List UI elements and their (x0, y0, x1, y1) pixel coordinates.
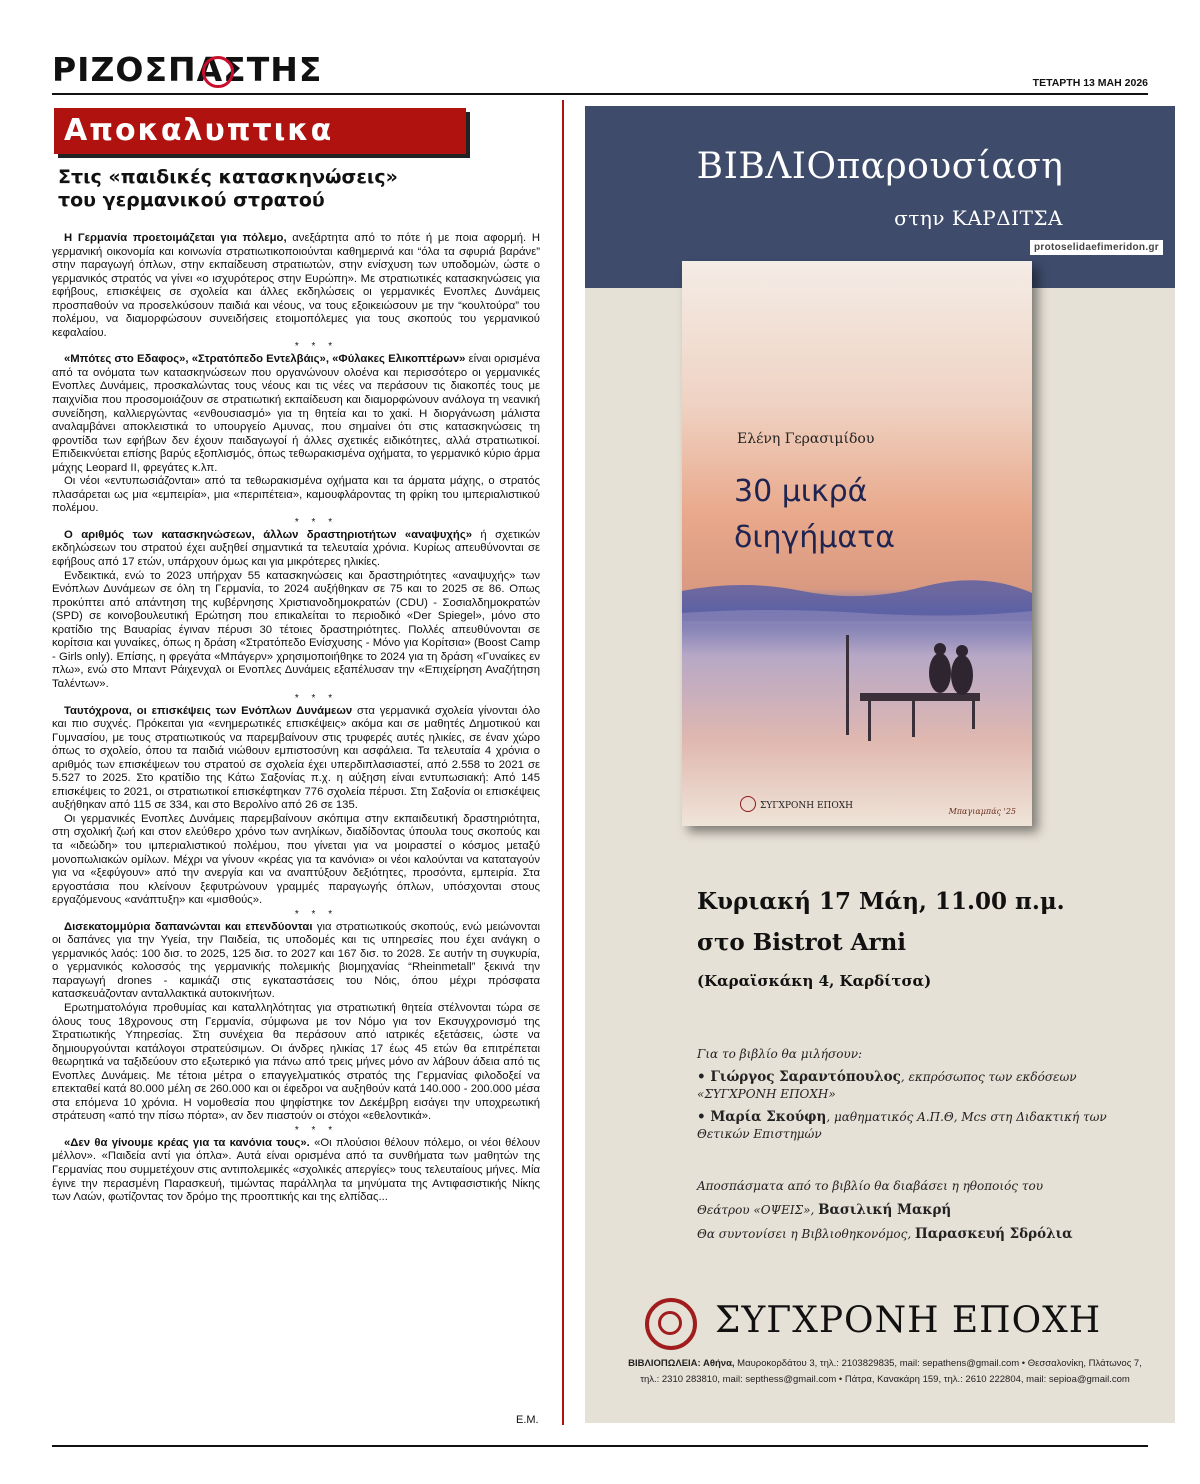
readers-text: Θεάτρου «ΟΨΕΙΣ», (697, 1203, 819, 1217)
shops-line: τηλ.: 2310 283810, mail: septhess@gmail.com • Πάτρα, Κανακάρη 159, τηλ.: 2610 222804, mail: sepioa@gmail.com (640, 1374, 1130, 1385)
paragraph-text: ή σχετικών εκδηλώσεων του στρατού έχει αυξηθεί σημαντικά τα τελευταία χρόνια. Κυρίως απευθύνονται σε εφήβους από 17 ετών, υπάρχουν όμως και για μικρότερες ηλικίες. (52, 528, 540, 569)
readers-text: Θα συντονίσει η Βιβλιοθηκονόμος, (697, 1227, 915, 1241)
author-signature: Ε.Μ. (516, 1414, 539, 1426)
bookshops-info (605, 1356, 1165, 1388)
paragraph (52, 705, 540, 813)
top-divider (52, 93, 1148, 95)
section-separator: * * * (294, 341, 338, 353)
speakers-intro: Για το βιβλίο θα μιλήσουν: (697, 1047, 863, 1061)
readers-line (697, 1198, 1137, 1222)
speaker-role: , μαθηματικός Α.Π.Θ, Mcs στη Διδακτική των Θετικών Επιστημών (697, 1110, 1107, 1141)
section-separator: * * * (294, 692, 338, 704)
book-title-line: διηγήματα (734, 520, 895, 555)
event-venue: στο Bistrot Arni (697, 929, 907, 956)
moderator-name: Παρασκευή Σδρόλια (914, 1226, 1073, 1242)
event-date: Κυριακή 17 Μάη, 11.00 π.μ. (697, 888, 1065, 915)
lead-text: «Δεν θα γίνουμε κρέας για τα κανόνια τους». (64, 1136, 310, 1149)
speaker-role: , εκπρόσωπος των εκδόσεων «ΣΥΓΧΡΟΝΗ ΕΠΟΧΗ» (697, 1070, 1077, 1101)
bottom-divider (52, 1445, 1148, 1447)
paragraph-text: για στρατιωτικούς σκοπούς, ενώ μειώνονται οι δαπάνες για την Υγεία, την Παιδεία, τις υποδομές και τις υπηρεσίες που έχει ανάγκη ο γερμανικός λαός: 100 δισ. το 2025, 125 δισ. το 2027 και 167 δισ. το 2028. Σε αυτήν τη συγκυρία, ο γερμανικός κολοσσός της γερμανικής πολεμικής βιομηχανίας “Rheinmetall” ξεκινά την παραγωγή drones - καμικάζι στις εγκαταστάσεις του Νόις, όπου μέχρι πρόσφατα κατασκευάζονταν ανταλλακτικά αυτοκινήτων. (52, 920, 540, 1001)
section-separator: * * * (294, 516, 338, 528)
publisher-emblem-icon (645, 1298, 697, 1350)
book-author: Ελένη Γερασιμίδου (737, 431, 875, 447)
shops-line (605, 1356, 1165, 1372)
paragraph (52, 232, 540, 340)
paragraph (52, 529, 540, 570)
source-watermark: protoselidaefimeridon.gr (1030, 240, 1163, 255)
speaker-name: • Μαρία Σκούφη (697, 1109, 827, 1125)
book-cover (682, 261, 1032, 826)
ad-location: στην ΚΑΡΔΙΤΣΑ (894, 206, 1063, 230)
ad-title: ΒΙΒΛΙΟπαρουσίαση (696, 146, 1064, 187)
paragraph: Οι γερμανικές Ενοπλες Δυνάμεις παρεμβαίνουν σκόπιμα στην εκπαιδευτική δραστηριότητα, στη σχολική ζωή και στον ελεύθερο χρόνο των ανηλίκων, διαδίδοντας ύπουλα τους σκοπούς και τα «ιδεώδη» του ιμπεριαλιστικού πολέμου, που γίνεται για να μοιραστεί ο κόσμος μεταξύ μονοπωλιακών ομίλων. Μέχρι να γίνουν «κρέας για τα κανόνια» οι νέοι καλούνται να καταταγούν για να «ξεφύγουν» από την ανεργία και να αναπτύξουν δεξιότητες, προσόντα, εμπειρία. Στα εργοστάσια που κλείνουν ξεφυτρώνουν γραμμές παραγωγής όπλων, υπόσχονται στους εργαζόμενους «ανάπτυξη» και «μισθούς». (52, 812, 540, 907)
speaker-name: • Γιώργος Σαραντόπουλος (697, 1069, 901, 1085)
masthead-logo (52, 50, 322, 89)
readers-line: Αποσπάσματα από το βιβλίο θα διαβάσει η ηθοποιός του (697, 1179, 1043, 1193)
paragraph-text: ανεξάρτητα από το πότε ή με ποια αφορμή. Η γερμανική οικονομία και κοινωνία στρατιωτικοποιούνται καθημερινά και “όλα τα σφυριά βαράνε” στην παραγωγή όπλων, στην εκπαίδευση στρατιωτών, στην ενίσχυση των υποδομών, ώστε ο γερμανικός στρατός να γίνει «ο ισχυρότερος στην Ευρώπη». Με στρατιωτικές κατασκηνώσεις για εφήβους, επισκέψεις σε σχολεία και άλλες εκδηλώσεις οι γερμανικές Ενοπλες Δυνάμεις προσπαθούν να προσελκύσουν παιδιά και νέους, να τους εξοικειώσουν με την “κουλτούρα” του πολέμου, να διαμορφώσουν συνειδήσεις ετοιμοπόλεμες για τους σκοπούς του γερμανικού κεφαλαίου. (52, 232, 541, 339)
newspaper-name: ΡΙΖΟΣΠΑΣΤΗΣ (52, 50, 323, 89)
paragraph (52, 921, 540, 1002)
paragraph-text: «Οι πλούσιοι θέλουν πόλεμο, οι νέοι θέλουν μέλλον». «Παιδεία αντί για όπλα». Αυτά είναι ορισμένα από τα συνθήματα των μαθητών της Γερμανίας που συμμετέχουν στις αντιπολεμικές «σχολικές απεργίες» τους τελευταίους μήνες. Μία έγινε την περασμένη Παρασκευή, τιμώντας παράλληλα τα μηνύματα της Αντιφασιστικής Νίκης των Λαών, φωτίζοντας τον δρόμο της προοπτικής και της ελπίδας... (52, 1136, 540, 1204)
paragraph-text: είναι ορισμένα από τα ονόματα των κατασκηνώσεων που οργανώνουν ολοένα και περισσότερο οι γερμανικές Ενοπλες Δυνάμεις, προσκαλώντας τους νέους και τις νέες να περάσουν τις διακοπές τους με παιχνίδια που προσομοιάζουν σε στρατιωτική εκπαίδευση και διαμορφώνουν ανάλογα τη νεανική συνείδηση, καλλιεργώντας «ενθουσιασμό» για τη θητεία και το χακί. Η διοργάνωση μάλιστα αναλαμβάνει αποκλειστικά το υπουργείο Αμυνας, που σημαίνει ότι στις κατασκηνώσεις τη φροντίδα των εφήβων δεν έχουν παιδαγωγοί ή άλλες σχετικές ειδικότητες, αλλά στρατιωτικοί. Επιδεικνύεται επίσης βαρύς εξοπλισμός, όπως τεθωρακισμένα οχήματα, το γερμανικό κύριο άρμα μάχης Leopard II, φρεγάτες κ.λπ. (52, 353, 540, 474)
reader-name: Βασιλική Μακρή (818, 1202, 952, 1218)
article-headline (58, 166, 528, 212)
issue-date: ΤΕΤΑΡΤΗ 13 ΜΑΗ 2026 (1032, 77, 1148, 89)
book-publisher: ΣΥΓΧΡΟΝΗ ΕΠΟΧΗ (760, 801, 854, 811)
headline-line: Στις «παιδικές κατασκηνώσεις» (58, 166, 398, 188)
lead-text: Δισεκατομμύρια δαπανώνται και επενδύονται (64, 920, 313, 933)
paragraph: Οι νέοι «εντυπωσιάζονται» από τα τεθωρακισμένα οχήματα και τα άρματα μάχης, ο στρατός πλασάρεται ως μια «εμπειρία», μια «περιπέτεια», καμουφλάροντας τη φρίκη του ιμπεριαλιστικού πολέμου. (52, 475, 540, 515)
shops-text: Μαυροκορδάτου 3, τηλ.: 2103829835, mail: sepathens@gmail.com • Θεσσαλονίκη, Πλάτωνος 7, (734, 1358, 1142, 1369)
paragraph-text: στα γερμανικά σχολεία γίνονται όλο και πιο συχνές. Πρόκειται για «ενημερωτικές επισκέψεις» ακόμα και σε μαθητές Δημοτικού και Γυμνασίου, με τους στρατιωτικούς να παρεμβαίνουν στις τρυφερές αυτές ηλικίες, σε έναν χώρο όπως το σχολείο, όπου τα παιδιά νιώθουν εμπιστοσύνη και ασφάλεια. Τα τελευταία 4 χρόνια ο αριθμός των επισκέψεων του στρατού σε σχολεία έχει υπερδιπλασιαστεί, από 2.558 το 2021 σε 5.527 το 2025. Στο κρατίδιο της Κάτω Σαξονίας π.χ. η αύξηση είναι εντυπωσιακή: Από 145 επισκέψεις το 2021, οι στρατιωτικοί επισκέφτηκαν 776 σχολεία πέρυσι. Στη Σαξονία οι επισκέψεις αυξήθηκαν από 115 σε 334, και στο Βερολίνο από 26 σε 135. (52, 704, 540, 812)
emblem-icon (202, 56, 234, 88)
article-body (52, 232, 540, 1205)
book-title (734, 469, 895, 561)
speaker-item (697, 1109, 1137, 1143)
lead-text: «Μπότες στο Εδαφος», «Στρατόπεδο Εντελβάις», «Φύλακες Ελικοπτέρων» (64, 353, 466, 366)
publisher-logo-icon (740, 796, 756, 812)
lead-text: Ο αριθμός των κατασκηνώσεων, άλλων δραστηριοτήτων «αναψυχής» (64, 528, 472, 541)
book-title-line: 30 μικρά (734, 474, 868, 509)
lead-text: Η Γερμανία προετοιμάζεται για πόλεμο, (64, 232, 287, 244)
section-separator: * * * (294, 1124, 338, 1136)
lead-text: Ταυτόχρονα, οι επισκέψεις των Ενόπλων Δυνάμεων (64, 704, 353, 717)
paragraph: Ενδεικτικά, ενώ το 2023 υπήρχαν 55 κατασκηνώσεις και δραστηριότητες «αναψυχής» των Ενόπλων Δυνάμεων σε όλη τη Γερμανία, το 2024 αυξήθηκαν σε 75 και το 2025 σε 86. Οπως προκύπτει από απάντηση της κυβέρνησης Χριστιανοδημοκρατών (CDU) - Σοσιαλδημοκρατών (SPD) σε κοινοβουλευτική Ερώτηση που επικαλείται το περιοδικό «Der Spiegel», μόνο στο κρατίδιο της Βαυαρίας έγιναν πέρυσι 30 τέτοιες δραστηριότητες. Πολλές απευθύνονται σε κορίτσια και γυναίκες, όπως η δράση «Στρατόπεδο Ενίσχυσης - Μόνο για Κορίτσια» (Boost Camp - Girls only). Επίσης, η φρεγάτα «Μπάγερν» χρησιμοποιήθηκε το 2024 για τη δράση «Γυναίκες εν πλω», ενώ στο Μπαντ Ράιχενχαλ οι Ενοπλες Δυνάμεις εξαπέλυσαν την «Επιχείρηση Αναζήτηση Ταλέντων». (52, 569, 540, 690)
column-divider (562, 100, 564, 1425)
readers-info (697, 1174, 1137, 1246)
readers-line (697, 1222, 1137, 1246)
section-separator: * * * (294, 908, 338, 920)
shops-label: ΒΙΒΛΙΟΠΩΛΕΙΑ: Αθήνα, (628, 1358, 735, 1369)
headline-line: του γερμανικού στρατού (58, 189, 325, 211)
paragraph: Ερωτηματολόγια προθυμίας και καταλληλότητας για στρατιωτική θητεία στέλνονται τώρα σε όλους τους 18χρονους στη Γερμανία, σύμφωνα με τον Νόμο για τον Εκσυγχρονισμό της Στρατιωτικής Υπηρεσίας. Στη συνέχεια θα περάσουν από ιατρικές εξετάσεις, ώστε να δημιουργούνται κατάλογοι στρατεύσιμων. Οι άνδρες ηλικίας 17 έως 45 ετών θα επιτρέπεται θεωρητικά να ταξιδεύουν στο εξωτερικό για πάνω από τρεις μήνες μόνο αν λάβουν άδεια από τις Ενοπλες Δυνάμεις. Με τέτοια μέτρα ο επαγγελματικός στρατός της Γερμανίας φιλοδοξεί να επεκταθεί κατά 80.000 μέλη σε 260.000 και οι έφεδροι να αυξηθούν κατά 140.000 - 200.000 μέσα στα επόμενα 10 χρόνια. Η νομοθεσία που ψηφίστηκε τον Δεκέμβρη εισάγει την υποχρεωτική στράτευση «από την πίσω πόρτα», αν δεν πιαστούν οι στόχοι «εθελοντικά». (52, 1001, 540, 1123)
painter-signature: Μπαγιαμπάς '25 (948, 807, 1016, 816)
event-address: (Καραϊσκάκη 4, Καρδίτσα) (697, 972, 932, 990)
publisher-name: ΣΥΓΧΡΟΝΗ ΕΠΟΧΗ (715, 1300, 1102, 1341)
paragraph (52, 353, 540, 475)
paragraph (52, 1137, 540, 1205)
speaker-item (697, 1069, 1137, 1103)
section-rubric: Αποκαλυπτικα (54, 108, 466, 154)
book-presentation-ad (585, 106, 1175, 1423)
speakers-list (697, 1046, 1137, 1149)
